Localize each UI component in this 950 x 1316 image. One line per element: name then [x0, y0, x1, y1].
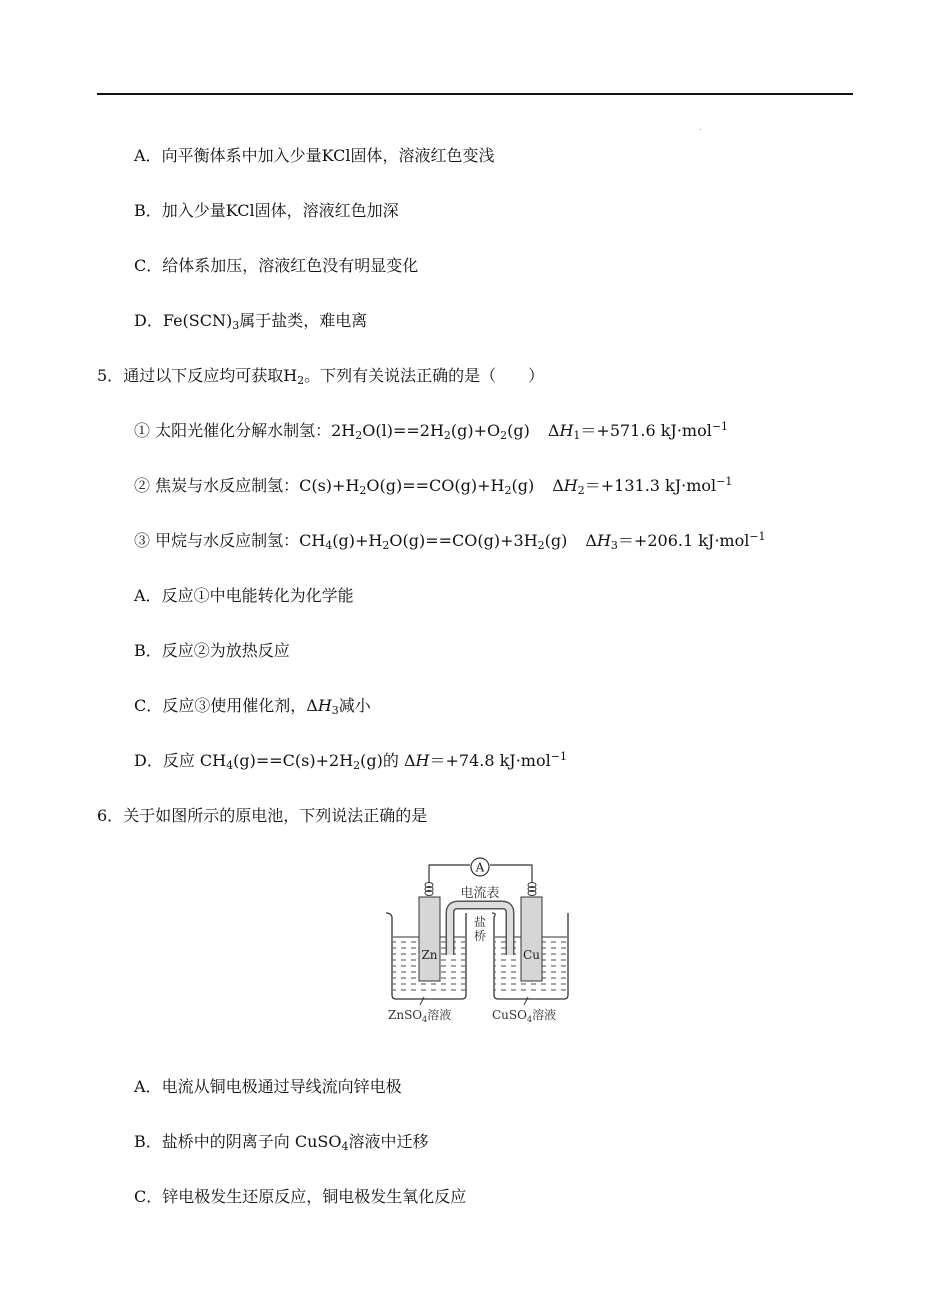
- q4-option-a: A．向平衡体系中加入少量KCl固体，溶液红色变浅: [134, 146, 495, 165]
- q5-reaction-2: ② 焦炭与水反应制氢：$C(s)+H_2O(g)==CO(g)+H_2(g)$ $\Delta H_2=+131.3$ kJ·mol$^{-1}$: [134, 475, 733, 497]
- q6-option-a: A．电流从铜电极通过导线流向锌电极: [134, 1077, 402, 1096]
- ammeter-label: 电流表: [460, 886, 500, 901]
- q5-stem: 5．通过以下反应均可获取$H_2$。下列有关说法正确的是（ ）: [97, 366, 545, 387]
- q5-reaction-3: ③ 甲烷与水反应制氢：$CH_4(g)+H_2O(g)==CO(g)+3H_2(g)$ $\Delta H_3=+206.1$ kJ·mol$^{-1}$: [134, 530, 766, 552]
- q6-option-b: B．盐桥中的阴离子向 CuSO$_4$溶液中迁移: [134, 1132, 429, 1153]
- header-rule: [97, 93, 853, 95]
- copper-electrode: [521, 897, 542, 981]
- q5-option-a: A．反应①中电能转化为化学能: [134, 586, 354, 605]
- left-solution-label: ZnSO$_4$溶液: [388, 1008, 452, 1024]
- q4-option-c: C．给体系加压，溶液红色没有明显变化: [134, 256, 419, 275]
- q5-option-d: D．反应 $CH_4(g)==C(s)+2H_2(g)$的 ΔH＝+74.8 kJ·mol$^{-1}$: [134, 750, 567, 772]
- zinc-electrode: [419, 897, 440, 981]
- q5-option-b: B．反应②为放热反应: [134, 641, 290, 660]
- ammeter-symbol: A: [475, 860, 485, 875]
- q4-option-d: D．$Fe(SCN)_3$属于盐类，难电离: [134, 311, 368, 332]
- salt-bridge-label-2: 桥: [473, 929, 487, 943]
- galvanic-cell-figure: [380, 855, 580, 1030]
- copper-label: Cu: [523, 948, 540, 962]
- salt-bridge-label-1: 盐: [473, 915, 487, 929]
- q5-reaction-1: ① 太阳光催化分解水制氢：$2H_2O(l)==2H_2(g)+O_2(g)$ $\Delta H_1=+571.6$ kJ·mol$^{-1}$: [134, 420, 729, 442]
- zinc-label: Zn: [421, 948, 438, 962]
- q4-option-b: B．加入少量KCl固体，溶液红色加深: [134, 201, 399, 220]
- q6-stem: 6．关于如图所示的原电池，下列说法正确的是: [97, 806, 428, 825]
- stray-dot: [700, 129, 701, 130]
- right-solution-label: CuSO$_4$溶液: [492, 1008, 557, 1024]
- q5-option-c: C．反应③使用催化剂，$\Delta H_3$减小: [134, 696, 371, 717]
- q6-option-c: C．锌电极发生还原反应，铜电极发生氧化反应: [134, 1187, 467, 1206]
